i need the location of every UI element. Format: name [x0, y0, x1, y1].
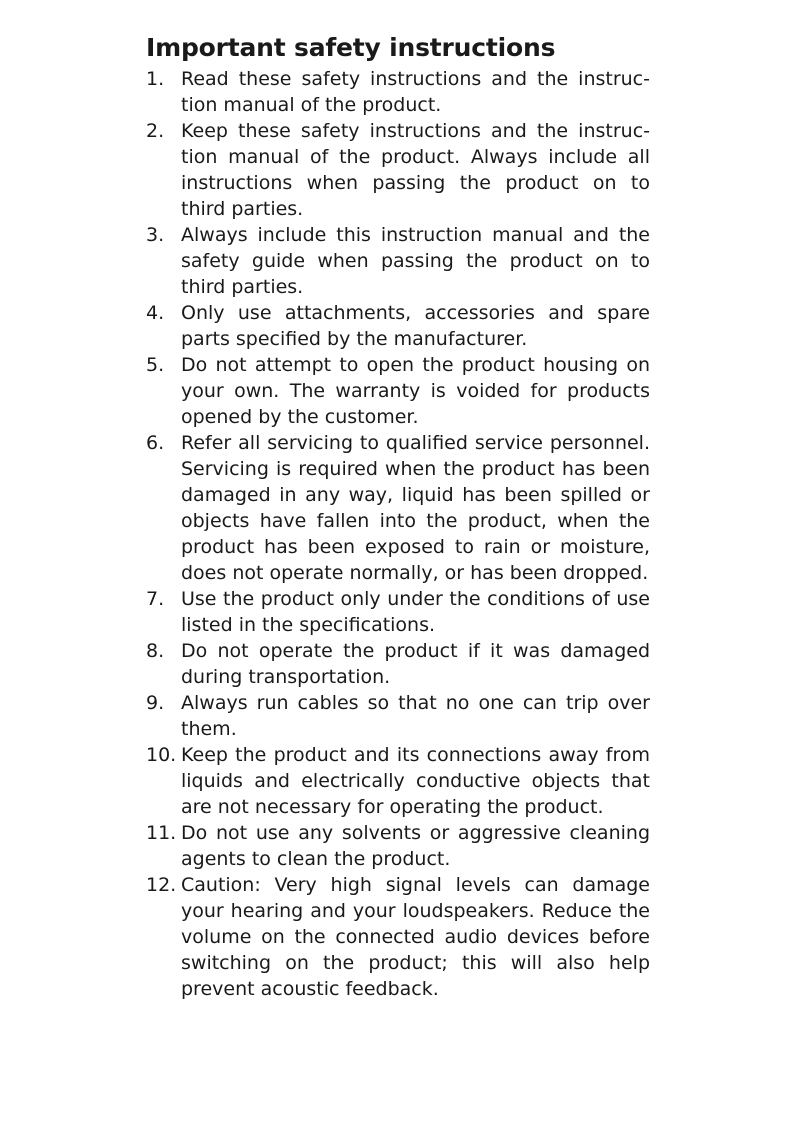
safety-instructions-page — [146, 30, 650, 1002]
item-number: 4. — [146, 302, 165, 324]
item-text: Do not operate the product if it was damaged during transportation. — [181, 640, 650, 688]
item-text: Keep these safety instructions and the instruction manual of the product. Always include all instructions when passing the product on to third parties. — [181, 120, 650, 220]
item-number: 12. — [146, 874, 177, 896]
list-item — [146, 352, 650, 430]
item-number: 11. — [146, 822, 177, 844]
item-text: Always run cables so that no one can trip over them. — [181, 692, 650, 740]
instructions-list — [146, 66, 650, 1002]
item-number: 5. — [146, 354, 165, 376]
page-title: Important safety instructions — [146, 33, 556, 62]
item-text: Read these safety instructions and the instruction manual of the product. — [181, 68, 650, 116]
list-item — [146, 66, 650, 118]
item-text: Refer all servicing to qualified service personnel. Servicing is required when the product has been damaged in any way, liquid has been spilled or objects have fallen into the product, when the product has been exposed to rain or moisture, does not operate normally, or has been dropped. — [181, 432, 650, 584]
list-item — [146, 872, 650, 1002]
list-item — [146, 300, 650, 352]
list-item — [146, 222, 650, 300]
list-item — [146, 742, 650, 820]
item-number: 1. — [146, 68, 165, 90]
item-text: Use the product only under the conditions of use listed in the specifications. — [181, 588, 650, 636]
item-number: 2. — [146, 120, 165, 142]
list-item — [146, 690, 650, 742]
item-text: Keep the product and its connections away from liquids and electrically conductive objects that are not necessary for operating the product. — [181, 744, 650, 818]
item-number: 10. — [146, 744, 177, 766]
item-text: Caution: Very high signal levels can damage your hearing and your loudspeakers. Reduce the volume on the connected audio devices before switching on the product; this will also help prevent acoustic feedback. — [181, 874, 650, 1000]
item-number: 9. — [146, 692, 165, 714]
list-item — [146, 430, 650, 586]
item-text: Only use attachments, accessories and spare parts specified by the manufacturer. — [181, 302, 650, 350]
item-number: 3. — [146, 224, 165, 246]
list-item — [146, 638, 650, 690]
item-text: Do not attempt to open the product housing on your own. The warranty is voided for products opened by the customer. — [181, 354, 650, 428]
list-item — [146, 586, 650, 638]
item-number: 6. — [146, 432, 165, 454]
item-text: Always include this instruction manual and the safety guide when passing the product on to third parties. — [181, 224, 650, 298]
item-number: 8. — [146, 640, 165, 662]
list-item — [146, 820, 650, 872]
item-number: 7. — [146, 588, 165, 610]
item-text: Do not use any solvents or aggressive cleaning agents to clean the product. — [181, 822, 650, 870]
list-item — [146, 118, 650, 222]
